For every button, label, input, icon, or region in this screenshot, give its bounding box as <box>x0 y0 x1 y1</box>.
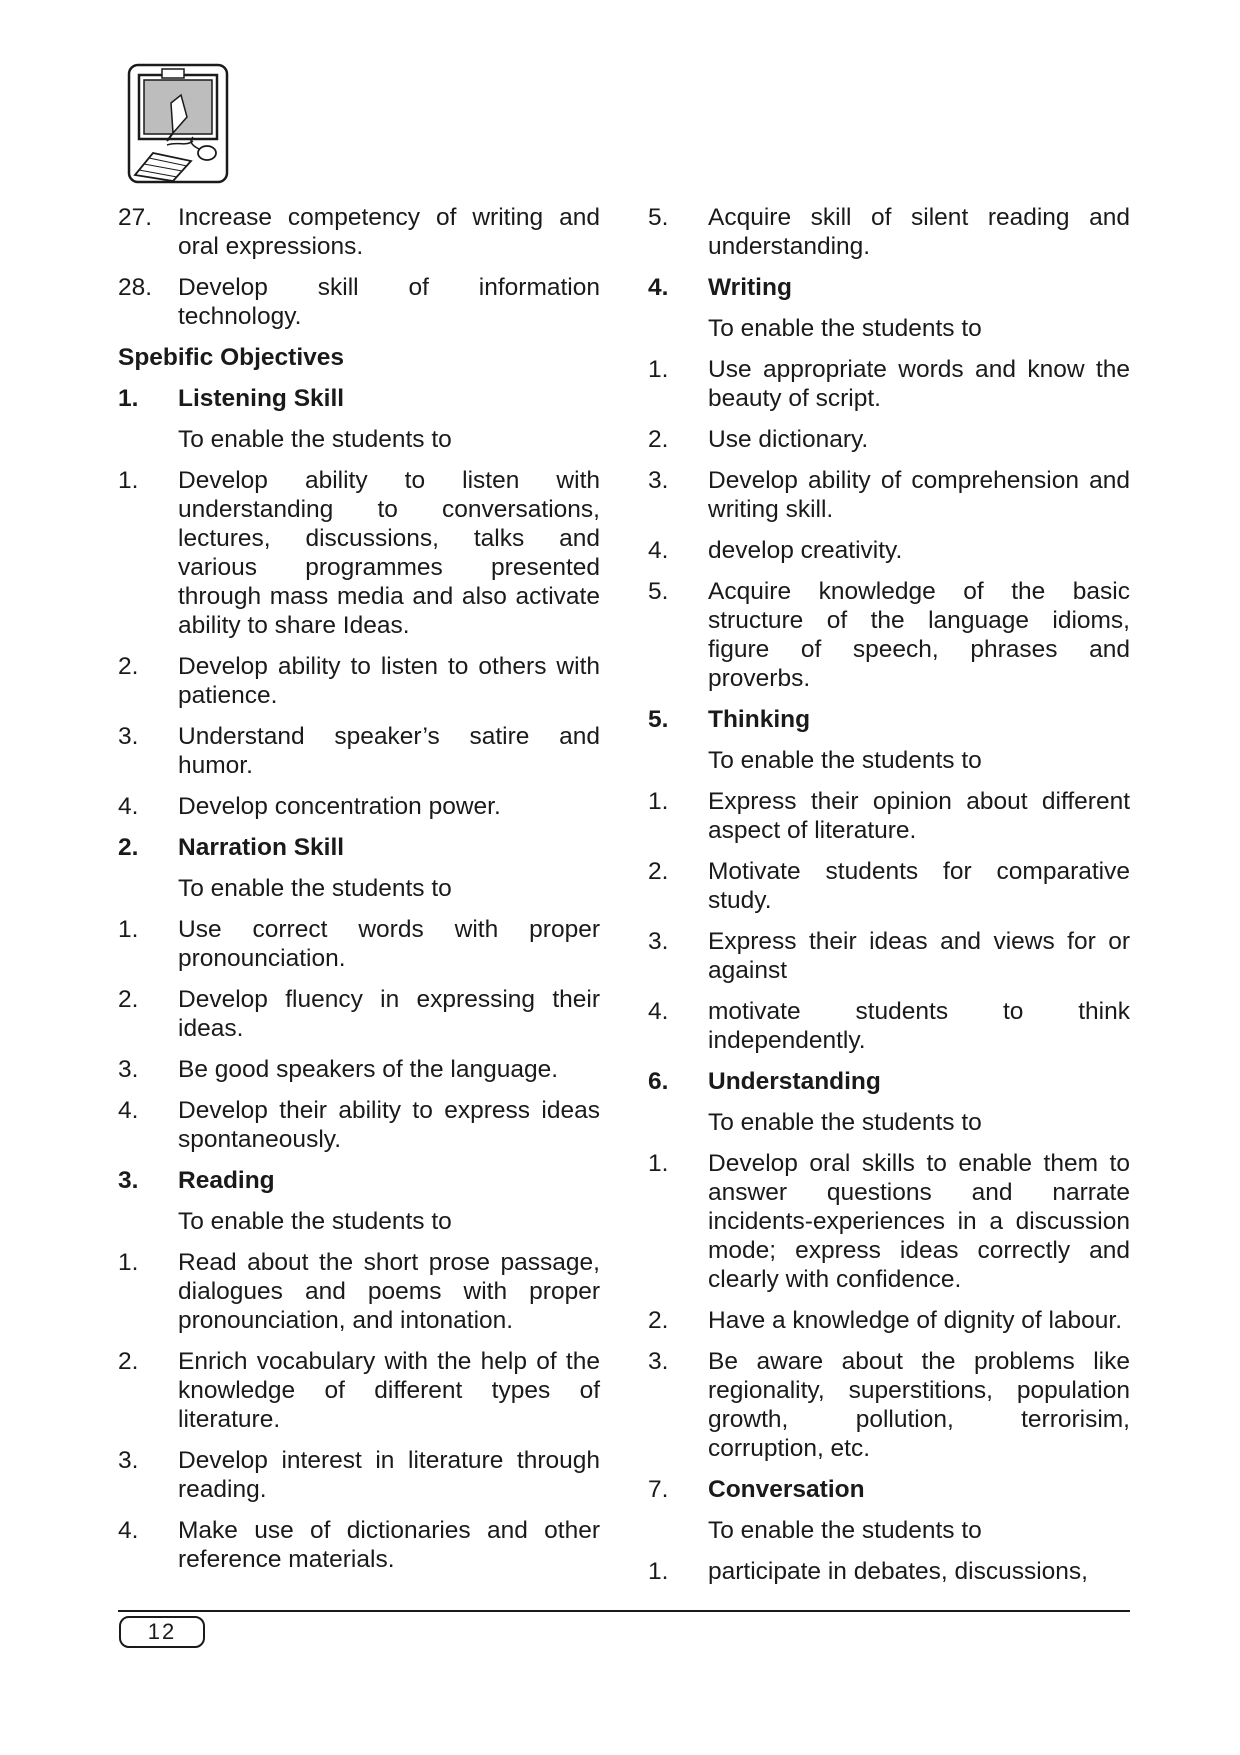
item-number: 2. <box>118 834 139 861</box>
list-item <box>648 355 1130 413</box>
item-text: Make use of dictionaries and other reference materials. <box>178 1517 600 1573</box>
item-number: 4. <box>648 998 669 1025</box>
intro-text: To enable the students to <box>708 315 982 342</box>
item-text: Acquire knowledge of the basic structure of the language idioms, figure of speech, phrases and proverbs. <box>708 578 1130 692</box>
item-text: Use dictionary. <box>708 426 869 453</box>
item-text: Develop ability to listen to others with patience. <box>178 653 600 709</box>
list-item <box>118 1248 600 1335</box>
item-text: Thinking <box>708 706 811 733</box>
item-number: 1. <box>648 1558 669 1585</box>
list-item <box>118 1347 600 1434</box>
item-text: Develop oral skills to enable them to answer questions and narrate incidents-experiences in a discussion mode; express ideas correctly and clearly with confidence. <box>708 1150 1130 1293</box>
list-item <box>648 425 1130 454</box>
item-text: motivate students to think independently. <box>708 998 1130 1054</box>
list-item <box>118 273 600 331</box>
section-heading <box>118 384 600 413</box>
list-item <box>648 1306 1130 1335</box>
intro-text: To enable the students to <box>178 875 452 902</box>
right-column <box>648 203 1130 1598</box>
item-text: Develop ability to listen with understanding to conversations, lectures, discussions, talks and various programmes presented through mass media and also activate ability to share Ideas. <box>178 467 600 639</box>
item-number: 2. <box>648 426 669 453</box>
item-text: Increase competency of writing and oral expressions. <box>178 204 600 260</box>
item-number: 1. <box>648 356 669 383</box>
list-item <box>648 857 1130 915</box>
list-item <box>118 652 600 710</box>
item-number: 3. <box>648 928 669 955</box>
item-number: 5. <box>648 706 669 733</box>
list-item <box>118 1516 600 1574</box>
item-text: Writing <box>708 274 792 301</box>
item-number: 2. <box>118 986 139 1013</box>
item-text: Read about the short prose passage, dialogues and poems with proper pronounciation, and intonation. <box>178 1249 600 1334</box>
item-number: 4. <box>118 1097 139 1124</box>
item-text: Enrich vocabulary with the help of the knowledge of different types of literature. <box>178 1348 600 1433</box>
item-number: 1. <box>648 788 669 815</box>
item-number: 27. <box>118 204 153 231</box>
intro-text: To enable the students to <box>178 426 452 453</box>
item-text: Be good speakers of the language. <box>178 1056 559 1083</box>
item-text: Reading <box>178 1167 275 1194</box>
section-heading <box>118 833 600 862</box>
item-text: Acquire skill of silent reading and understanding. <box>708 204 1130 260</box>
item-number: 3. <box>648 467 669 494</box>
list-item <box>118 466 600 640</box>
objectives-heading: Spebific Objectives <box>118 344 345 371</box>
item-text: Develop concentration power. <box>178 793 501 820</box>
item-text: Listening Skill <box>178 385 345 412</box>
item-number: 5. <box>648 578 669 605</box>
item-number: 5. <box>648 204 669 231</box>
list-item <box>118 203 600 261</box>
item-number: 1. <box>648 1150 669 1177</box>
section-heading <box>648 1067 1130 1096</box>
item-text: Understand speaker’s satire and humor. <box>178 723 600 779</box>
list-item <box>648 536 1130 565</box>
item-number: 3. <box>118 1056 139 1083</box>
item-number: 3. <box>118 723 139 750</box>
item-number: 1. <box>118 916 139 943</box>
item-number: 3. <box>118 1447 139 1474</box>
list-item <box>118 915 600 973</box>
computer-with-pencil-icon <box>127 63 229 184</box>
item-text: Develop ability of comprehension and writing skill. <box>708 467 1130 523</box>
item-number: 4. <box>118 793 139 820</box>
item-number: 3. <box>118 1167 139 1194</box>
section-heading <box>118 1166 600 1195</box>
intro-text: To enable the students to <box>708 1109 982 1136</box>
section-heading <box>648 705 1130 734</box>
item-text: Express their ideas and views for or against <box>708 928 1130 984</box>
item-text: Develop skill of information technology. <box>178 274 600 330</box>
list-item <box>648 1557 1130 1586</box>
intro-text: To enable the students to <box>178 1208 452 1235</box>
item-number: 2. <box>648 858 669 885</box>
item-text: Motivate students for comparative study. <box>708 858 1130 914</box>
item-text: Understanding <box>708 1068 881 1095</box>
item-number: 3. <box>648 1348 669 1375</box>
item-text: Develop their ability to express ideas spontaneously. <box>178 1097 600 1153</box>
item-number: 28. <box>118 274 153 301</box>
item-text: Narration Skill <box>178 834 345 861</box>
item-number: 1. <box>118 1249 139 1276</box>
intro-text: To enable the students to <box>708 1517 982 1544</box>
item-text: Conversation <box>708 1476 865 1503</box>
list-item <box>648 1475 1130 1504</box>
footer-rule <box>118 1610 1130 1612</box>
item-text: Express their opinion about different aspect of literature. <box>708 788 1130 844</box>
item-number: 1. <box>118 385 139 412</box>
item-text: Develop interest in literature through reading. <box>178 1447 600 1503</box>
list-item <box>648 466 1130 524</box>
list-item <box>648 203 1130 261</box>
item-number: 4. <box>648 537 669 564</box>
item-text: Have a knowledge of dignity of labour. <box>708 1307 1123 1334</box>
item-number: 2. <box>118 1348 139 1375</box>
left-column <box>118 203 600 1586</box>
item-number: 1. <box>118 467 139 494</box>
item-text: develop creativity. <box>708 537 903 564</box>
list-item <box>118 1446 600 1504</box>
item-number: 2. <box>118 653 139 680</box>
list-item <box>648 787 1130 845</box>
item-number: 4. <box>118 1517 139 1544</box>
item-text: Use correct words with proper pronounciation. <box>178 916 600 972</box>
item-number: 6. <box>648 1068 669 1095</box>
list-item <box>118 1096 600 1154</box>
list-item <box>648 1347 1130 1463</box>
item-text: Use appropriate words and know the beauty of script. <box>708 356 1130 412</box>
item-text: participate in debates, discussions, <box>708 1558 1088 1585</box>
list-item <box>648 1149 1130 1294</box>
item-text: Develop fluency in expressing their ideas. <box>178 986 600 1042</box>
item-number: 2. <box>648 1307 669 1334</box>
list-item <box>648 577 1130 693</box>
list-item <box>118 1055 600 1084</box>
item-number: 7. <box>648 1476 669 1503</box>
list-item <box>648 927 1130 985</box>
list-item <box>118 985 600 1043</box>
page-number: 12 <box>119 1616 205 1648</box>
section-heading <box>648 273 1130 302</box>
list-item <box>648 997 1130 1055</box>
list-item <box>118 722 600 780</box>
item-number: 4. <box>648 274 669 301</box>
item-text: Be aware about the problems like regionality, superstitions, population growth, pollution, terrorisim, corruption, etc. <box>708 1348 1130 1462</box>
intro-text: To enable the students to <box>708 747 982 774</box>
list-item <box>118 792 600 821</box>
